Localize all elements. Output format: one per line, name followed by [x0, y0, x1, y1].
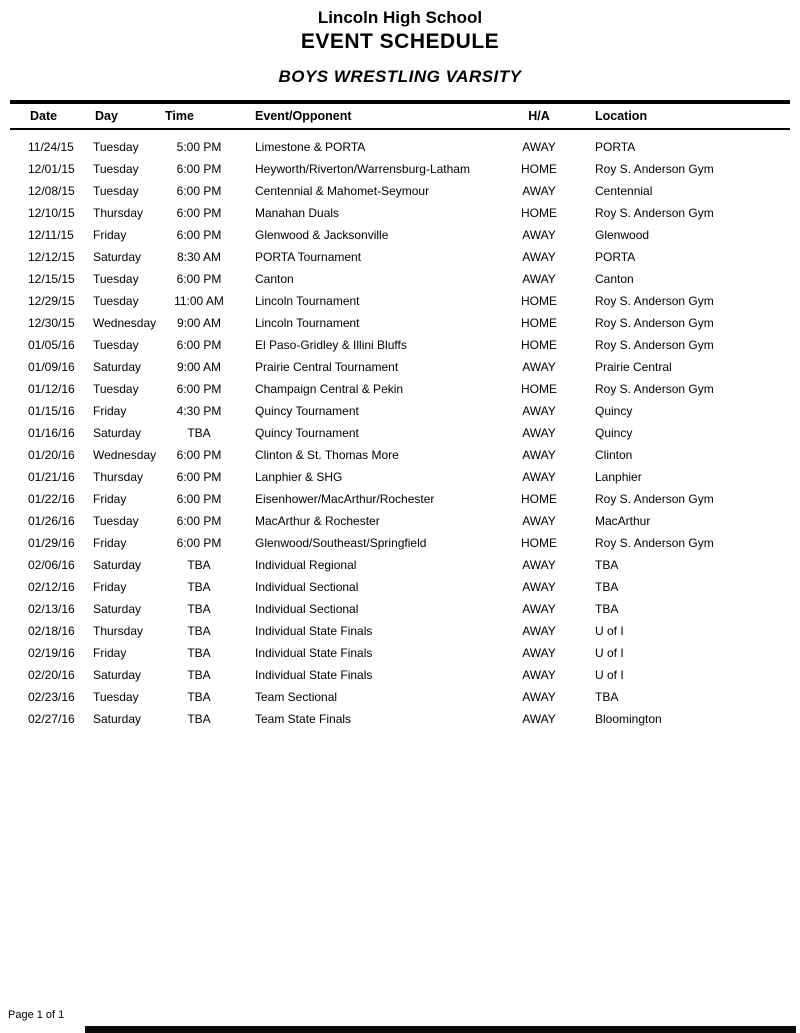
cell-time: 9:00 AM [176, 316, 222, 330]
page-number: Page 1 of 1 [8, 1009, 65, 1021]
table-row [10, 466, 790, 488]
document-header [0, 0, 800, 87]
cell-location: TBA [595, 580, 619, 594]
cell-ha: AWAY [522, 602, 556, 616]
cell-date: 01/16/16 [28, 426, 75, 440]
cell-location: U of I [595, 624, 624, 638]
cell-date: 02/13/16 [28, 602, 75, 616]
cell-date: 01/20/16 [28, 448, 75, 462]
cell-date: 02/06/16 [28, 558, 75, 572]
cell-time: 6:00 PM [176, 206, 222, 220]
table-row [10, 488, 790, 510]
cell-ha: HOME [521, 338, 557, 352]
cell-date: 12/11/15 [28, 228, 74, 242]
cell-ha: AWAY [522, 448, 556, 462]
cell-time: TBA [187, 690, 211, 704]
cell-location: Prairie Central [595, 360, 672, 374]
cell-day: Saturday [93, 558, 142, 572]
cell-day: Friday [93, 404, 127, 418]
cell-ha: AWAY [522, 668, 556, 682]
cell-ha: AWAY [522, 360, 556, 374]
cell-time: 6:00 PM [176, 492, 222, 506]
cell-day: Thursday [93, 470, 144, 484]
table-row [10, 444, 790, 466]
cell-location: Roy S. Anderson Gym [595, 162, 714, 176]
cell-time: TBA [187, 558, 211, 572]
cell-day: Saturday [93, 250, 142, 264]
table-row [10, 158, 790, 180]
table-row [10, 664, 790, 686]
table-row [10, 202, 790, 224]
cell-event: Canton [255, 272, 294, 286]
cell-ha: AWAY [522, 690, 556, 704]
cell-location: Quincy [595, 426, 633, 440]
cell-location: Canton [595, 272, 634, 286]
cell-day: Saturday [93, 602, 142, 616]
cell-location: Quincy [595, 404, 633, 418]
cell-time: 6:00 PM [176, 162, 222, 176]
cell-date: 12/12/15 [28, 250, 75, 264]
cell-event: Individual State Finals [255, 668, 373, 682]
cell-day: Tuesday [93, 514, 139, 528]
cell-date: 01/21/16 [28, 470, 75, 484]
cell-ha: AWAY [522, 580, 556, 594]
cell-day: Tuesday [93, 294, 139, 308]
cell-event: Individual State Finals [255, 646, 373, 660]
cell-location: TBA [595, 602, 619, 616]
cell-ha: AWAY [522, 184, 556, 198]
footer-bar [85, 1026, 796, 1033]
cell-ha: AWAY [522, 404, 556, 418]
cell-location: Bloomington [595, 712, 662, 726]
table-row [10, 598, 790, 620]
cell-time: 6:00 PM [176, 448, 222, 462]
cell-location: Clinton [595, 448, 633, 462]
cell-ha: AWAY [522, 646, 556, 660]
cell-event: Individual Sectional [255, 602, 359, 616]
cell-date: 01/26/16 [28, 514, 75, 528]
cell-location: MacArthur [595, 514, 651, 528]
cell-event: Glenwood/Southeast/Springfield [255, 536, 427, 550]
table-row [10, 532, 790, 554]
cell-time: TBA [187, 624, 211, 638]
cell-day: Wednesday [93, 448, 157, 462]
table-row [10, 422, 790, 444]
cell-ha: HOME [521, 536, 557, 550]
cell-location: PORTA [595, 140, 636, 154]
cell-location: Lanphier [595, 470, 642, 484]
table-header-row [10, 102, 790, 129]
cell-ha: AWAY [522, 514, 556, 528]
cell-day: Tuesday [93, 690, 139, 704]
table-row [10, 576, 790, 598]
table-row [10, 290, 790, 312]
cell-location: PORTA [595, 250, 636, 264]
cell-time: 11:00 AM [174, 294, 224, 308]
table-row [10, 642, 790, 664]
cell-day: Saturday [93, 360, 142, 374]
cell-date: 01/12/16 [28, 382, 75, 396]
cell-time: TBA [187, 426, 211, 440]
cell-day: Saturday [93, 668, 142, 682]
page-title: EVENT SCHEDULE [300, 30, 500, 53]
cell-time: TBA [187, 580, 211, 594]
column-header-day: Day [95, 109, 118, 123]
cell-event: Lincoln Tournament [255, 294, 360, 308]
cell-day: Friday [93, 228, 127, 242]
cell-event: Eisenhower/MacArthur/Rochester [255, 492, 435, 506]
table-row [10, 268, 790, 290]
cell-event: Individual Sectional [255, 580, 359, 594]
cell-event: Individual State Finals [255, 624, 373, 638]
cell-ha: AWAY [522, 140, 556, 154]
cell-date: 12/15/15 [28, 272, 75, 286]
cell-location: Centennial [595, 184, 653, 198]
cell-day: Thursday [93, 206, 144, 220]
column-header-ha: H/A [528, 109, 550, 123]
cell-day: Tuesday [93, 338, 139, 352]
cell-ha: HOME [521, 492, 557, 506]
cell-event: Champaign Central & Pekin [255, 382, 404, 396]
cell-location: U of I [595, 646, 624, 660]
cell-event: Glenwood & Jacksonville [255, 228, 389, 242]
cell-ha: AWAY [522, 712, 556, 726]
cell-date: 02/20/16 [28, 668, 75, 682]
cell-ha: AWAY [522, 250, 556, 264]
cell-event: Limestone & PORTA [255, 140, 366, 154]
cell-date: 12/01/15 [28, 162, 75, 176]
cell-time: 6:00 PM [176, 184, 222, 198]
cell-event: El Paso-Gridley & Illini Bluffs [255, 338, 407, 352]
cell-day: Friday [93, 646, 127, 660]
cell-location: Roy S. Anderson Gym [595, 382, 714, 396]
cell-event: Heyworth/Riverton/Warrensburg-Latham [255, 162, 470, 176]
table-row [10, 400, 790, 422]
cell-date: 02/12/16 [28, 580, 75, 594]
table-row [10, 224, 790, 246]
cell-event: Manahan Duals [255, 206, 340, 220]
cell-ha: HOME [521, 294, 557, 308]
cell-date: 12/10/15 [28, 206, 75, 220]
cell-time: 9:00 AM [176, 360, 222, 374]
table-row [10, 334, 790, 356]
cell-event: Clinton & St. Thomas More [255, 448, 399, 462]
table-row [10, 708, 790, 730]
table-row [10, 510, 790, 532]
cell-event: Individual Regional [255, 558, 357, 572]
table-row [10, 180, 790, 202]
table-row [10, 356, 790, 378]
cell-date: 01/22/16 [28, 492, 75, 506]
cell-location: Roy S. Anderson Gym [595, 206, 714, 220]
cell-location: Roy S. Anderson Gym [595, 536, 714, 550]
cell-time: 4:30 PM [176, 404, 222, 418]
cell-event: Centennial & Mahomet-Seymour [255, 184, 430, 198]
cell-date: 12/30/15 [28, 316, 75, 330]
cell-time: 6:00 PM [176, 470, 222, 484]
cell-day: Saturday [93, 712, 142, 726]
cell-day: Thursday [93, 624, 144, 638]
cell-day: Friday [93, 492, 127, 506]
table-row [10, 620, 790, 642]
cell-time: 8:30 AM [176, 250, 222, 264]
cell-ha: AWAY [522, 624, 556, 638]
schedule-table [10, 100, 790, 730]
cell-date: 11/24/15 [28, 140, 74, 154]
cell-event: Quincy Tournament [255, 404, 359, 418]
cell-day: Friday [93, 580, 127, 594]
cell-date: 01/09/16 [28, 360, 75, 374]
schedule-table-body [10, 129, 790, 730]
school-name: Lincoln High School [317, 8, 483, 27]
cell-event: Lincoln Tournament [255, 316, 360, 330]
cell-day: Tuesday [93, 140, 139, 154]
cell-location: U of I [595, 668, 624, 682]
cell-date: 01/29/16 [28, 536, 75, 550]
cell-location: Roy S. Anderson Gym [595, 316, 714, 330]
cell-ha: HOME [521, 316, 557, 330]
cell-location: TBA [595, 558, 619, 572]
table-row [10, 378, 790, 400]
cell-day: Friday [93, 536, 127, 550]
table-row [10, 136, 790, 158]
cell-time: 6:00 PM [176, 514, 222, 528]
cell-date: 02/23/16 [28, 690, 75, 704]
table-row [10, 312, 790, 334]
schedule-subtitle: BOYS WRESTLING VARSITY [278, 67, 522, 86]
cell-date: 02/19/16 [28, 646, 75, 660]
cell-ha: AWAY [522, 426, 556, 440]
cell-ha: HOME [521, 206, 557, 220]
cell-time: 6:00 PM [176, 536, 222, 550]
cell-date: 12/08/15 [28, 184, 75, 198]
cell-day: Tuesday [93, 382, 139, 396]
cell-location: Roy S. Anderson Gym [595, 492, 714, 506]
cell-date: 02/27/16 [28, 712, 75, 726]
cell-location: TBA [595, 690, 619, 704]
cell-day: Tuesday [93, 272, 139, 286]
cell-time: TBA [187, 602, 211, 616]
cell-event: Prairie Central Tournament [255, 360, 399, 374]
cell-day: Wednesday [93, 316, 157, 330]
cell-time: 6:00 PM [176, 338, 222, 352]
cell-date: 01/15/16 [28, 404, 75, 418]
cell-time: TBA [187, 712, 211, 726]
cell-location: Roy S. Anderson Gym [595, 294, 714, 308]
cell-time: TBA [187, 646, 211, 660]
cell-event: PORTA Tournament [255, 250, 362, 264]
cell-event: Team Sectional [255, 690, 338, 704]
cell-time: TBA [187, 668, 211, 682]
column-header-location: Location [595, 109, 648, 123]
cell-event: MacArthur & Rochester [255, 514, 380, 528]
table-row [10, 554, 790, 576]
cell-ha: AWAY [522, 228, 556, 242]
cell-date: 02/18/16 [28, 624, 75, 638]
cell-day: Tuesday [93, 162, 139, 176]
cell-event: Lanphier & SHG [255, 470, 343, 484]
cell-event: Quincy Tournament [255, 426, 359, 440]
cell-time: 6:00 PM [176, 382, 222, 396]
cell-date: 12/29/15 [28, 294, 75, 308]
cell-time: 5:00 PM [176, 140, 222, 154]
cell-date: 01/05/16 [28, 338, 75, 352]
cell-location: Glenwood [595, 228, 650, 242]
cell-ha: HOME [521, 162, 557, 176]
cell-time: 6:00 PM [176, 228, 222, 242]
cell-ha: HOME [521, 382, 557, 396]
cell-ha: AWAY [522, 272, 556, 286]
table-row [10, 246, 790, 268]
cell-event: Team State Finals [255, 712, 352, 726]
cell-day: Tuesday [93, 184, 139, 198]
cell-location: Roy S. Anderson Gym [595, 338, 714, 352]
table-row [10, 686, 790, 708]
cell-ha: AWAY [522, 470, 556, 484]
cell-day: Saturday [93, 426, 142, 440]
cell-time: 6:00 PM [176, 272, 222, 286]
column-header-time: Time [165, 109, 194, 123]
column-header-event: Event/Opponent [255, 109, 352, 123]
cell-ha: AWAY [522, 558, 556, 572]
column-header-date: Date [30, 109, 58, 123]
